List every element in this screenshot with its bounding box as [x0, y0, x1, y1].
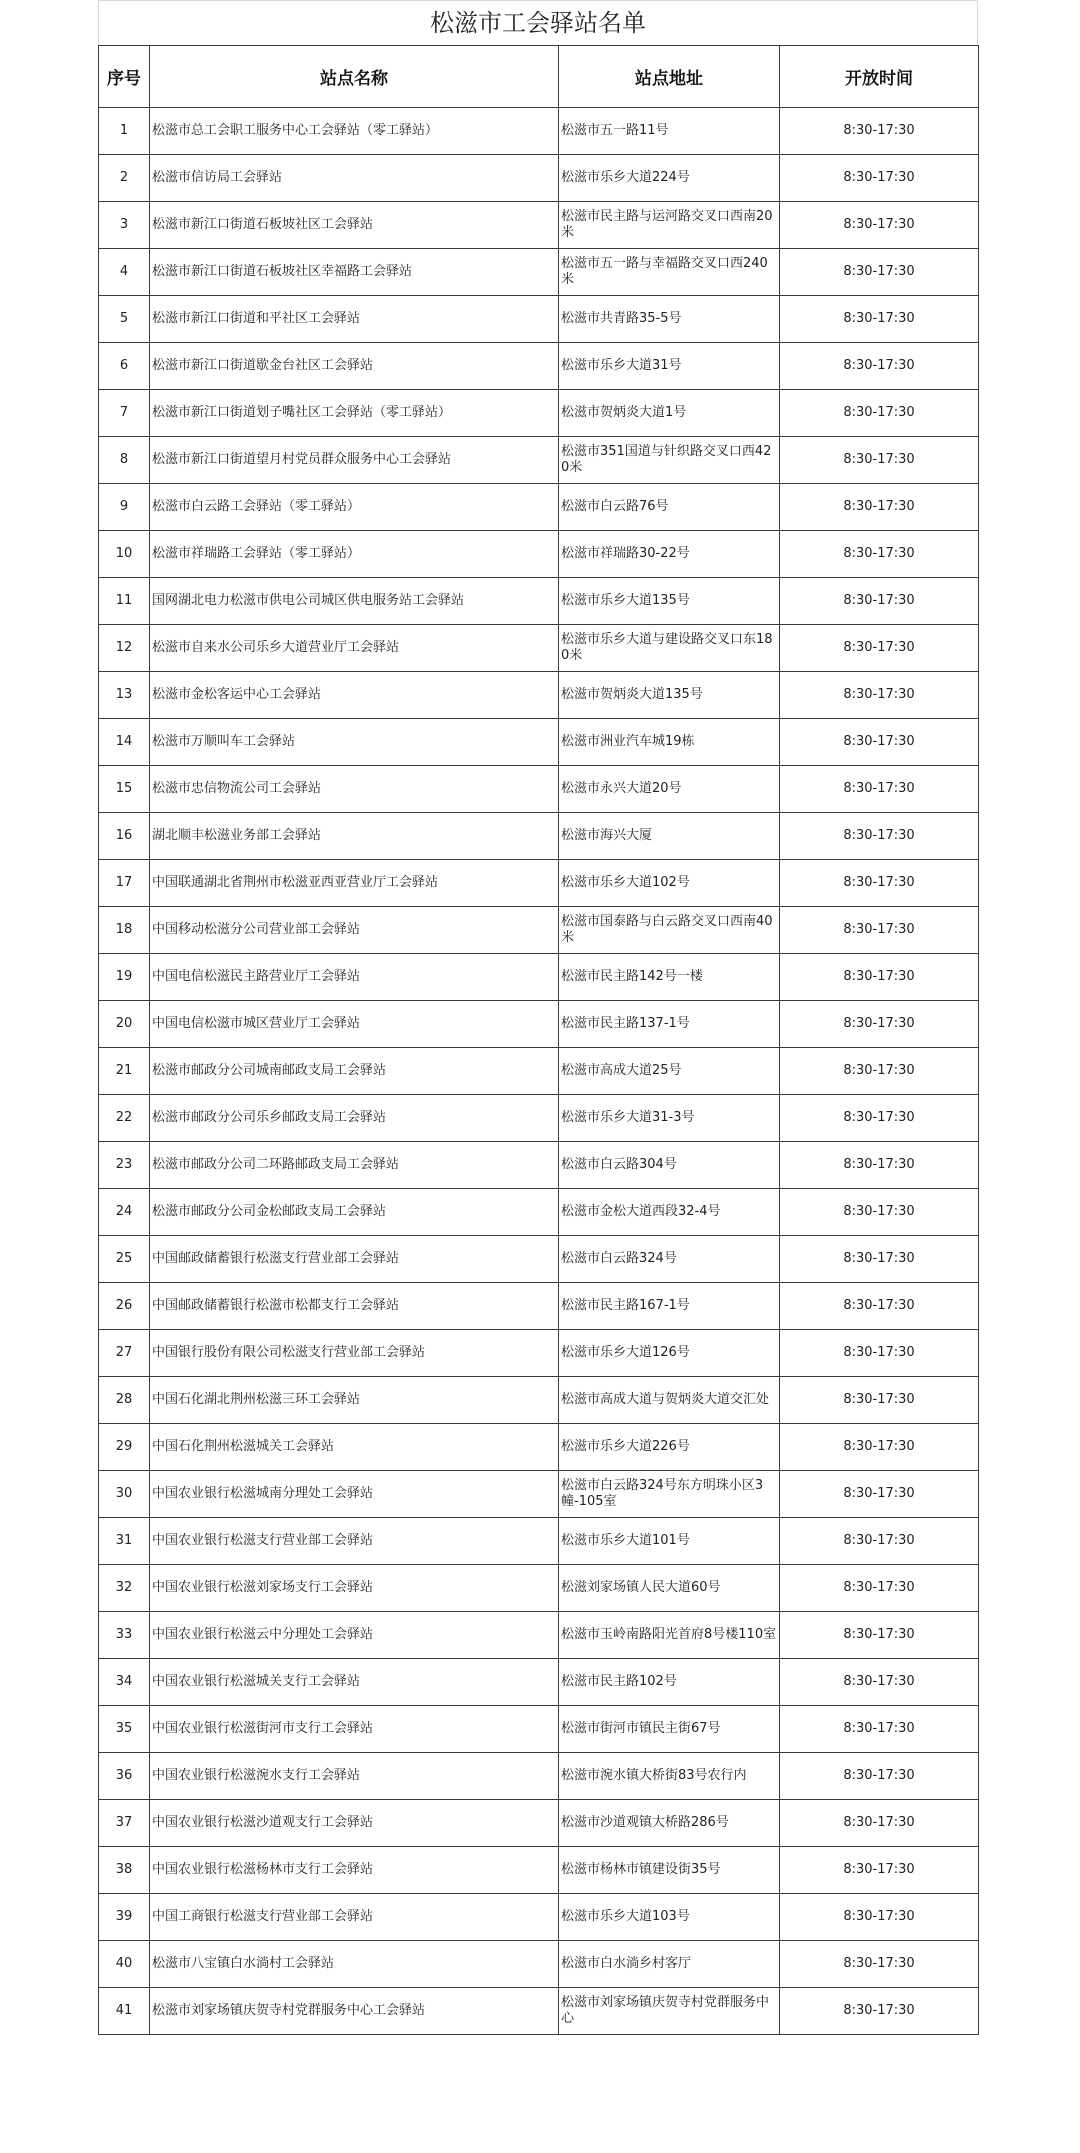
table-row	[99, 1706, 979, 1753]
cell-number: 21	[99, 1048, 150, 1095]
cell-station-address: 松滋市祥瑞路30-22号	[559, 531, 780, 578]
table-row	[99, 1189, 979, 1236]
cell-station-address: 松滋市乐乡大道126号	[559, 1330, 780, 1377]
table-row	[99, 1142, 979, 1189]
table-row	[99, 296, 979, 343]
header-station-name: 站点名称	[150, 46, 559, 108]
table-row	[99, 531, 979, 578]
cell-opening-hours: 8:30-17:30	[780, 296, 979, 343]
cell-station-name: 松滋市新江口街道石板坡社区幸福路工会驿站	[150, 249, 559, 296]
cell-opening-hours: 8:30-17:30	[780, 813, 979, 860]
cell-number: 17	[99, 860, 150, 907]
cell-number: 41	[99, 1988, 150, 2035]
cell-station-name: 松滋市邮政分公司乐乡邮政支局工会驿站	[150, 1095, 559, 1142]
cell-opening-hours: 8:30-17:30	[780, 1800, 979, 1847]
cell-number: 31	[99, 1518, 150, 1565]
cell-opening-hours: 8:30-17:30	[780, 1424, 979, 1471]
table-row	[99, 1518, 979, 1565]
cell-opening-hours: 8:30-17:30	[780, 1330, 979, 1377]
cell-station-address: 松滋市高成大道与贺炳炎大道交汇处	[559, 1377, 780, 1424]
cell-opening-hours: 8:30-17:30	[780, 1847, 979, 1894]
cell-station-address: 松滋市沙道观镇大桥路286号	[559, 1800, 780, 1847]
cell-number: 12	[99, 625, 150, 672]
cell-number: 23	[99, 1142, 150, 1189]
cell-opening-hours: 8:30-17:30	[780, 1001, 979, 1048]
cell-station-address: 松滋市洲业汽车城19栋	[559, 719, 780, 766]
cell-station-address: 松滋市民主路167-1号	[559, 1283, 780, 1330]
cell-station-address: 松滋市刘家场镇庆贺寺村党群服务中心	[559, 1988, 780, 2035]
cell-number: 14	[99, 719, 150, 766]
cell-station-name: 松滋市祥瑞路工会驿站（零工驿站）	[150, 531, 559, 578]
cell-number: 27	[99, 1330, 150, 1377]
cell-number: 6	[99, 343, 150, 390]
cell-number: 29	[99, 1424, 150, 1471]
cell-opening-hours: 8:30-17:30	[780, 108, 979, 155]
cell-station-name: 松滋市新江口街道和平社区工会驿站	[150, 296, 559, 343]
cell-station-address: 松滋市乐乡大道135号	[559, 578, 780, 625]
cell-station-name: 中国工商银行松滋支行营业部工会驿站	[150, 1894, 559, 1941]
table-row	[99, 1988, 979, 2035]
cell-station-name: 松滋市忠信物流公司工会驿站	[150, 766, 559, 813]
cell-opening-hours: 8:30-17:30	[780, 1988, 979, 2035]
cell-number: 24	[99, 1189, 150, 1236]
cell-station-address: 松滋市民主路与运河路交叉口西南20米	[559, 202, 780, 249]
cell-station-address: 松滋市乐乡大道与建设路交叉口东180米	[559, 625, 780, 672]
cell-opening-hours: 8:30-17:30	[780, 860, 979, 907]
cell-station-name: 中国电信松滋市城区营业厅工会驿站	[150, 1001, 559, 1048]
cell-station-name: 中国电信松滋民主路营业厅工会驿站	[150, 954, 559, 1001]
cell-opening-hours: 8:30-17:30	[780, 1894, 979, 1941]
table-row	[99, 1236, 979, 1283]
header-opening-hours: 开放时间	[780, 46, 979, 108]
cell-station-address: 松滋市金松大道西段32-4号	[559, 1189, 780, 1236]
cell-opening-hours: 8:30-17:30	[780, 1941, 979, 1988]
cell-station-name: 中国农业银行松滋支行营业部工会驿站	[150, 1518, 559, 1565]
cell-number: 7	[99, 390, 150, 437]
cell-opening-hours: 8:30-17:30	[780, 672, 979, 719]
table-row	[99, 1330, 979, 1377]
cell-number: 15	[99, 766, 150, 813]
cell-station-address: 松滋市海兴大厦	[559, 813, 780, 860]
cell-station-address: 松滋市五一路11号	[559, 108, 780, 155]
cell-opening-hours: 8:30-17:30	[780, 766, 979, 813]
cell-station-address: 松滋市杨林市镇建设街35号	[559, 1847, 780, 1894]
cell-station-name: 松滋市八宝镇白水淌村工会驿站	[150, 1941, 559, 1988]
cell-station-address: 松滋市乐乡大道31号	[559, 343, 780, 390]
cell-number: 16	[99, 813, 150, 860]
cell-station-name: 松滋市邮政分公司城南邮政支局工会驿站	[150, 1048, 559, 1095]
cell-station-address: 松滋市乐乡大道224号	[559, 155, 780, 202]
cell-station-name: 松滋市新江口街道石板坡社区工会驿站	[150, 202, 559, 249]
cell-station-address: 松滋市351国道与针织路交叉口西420米	[559, 437, 780, 484]
cell-opening-hours: 8:30-17:30	[780, 249, 979, 296]
cell-opening-hours: 8:30-17:30	[780, 202, 979, 249]
cell-number: 34	[99, 1659, 150, 1706]
cell-station-address: 松滋市贺炳炎大道135号	[559, 672, 780, 719]
cell-opening-hours: 8:30-17:30	[780, 907, 979, 954]
cell-station-name: 松滋市邮政分公司二环路邮政支局工会驿站	[150, 1142, 559, 1189]
cell-station-address: 松滋市白水淌乡村客厅	[559, 1941, 780, 1988]
table-row	[99, 484, 979, 531]
cell-station-address: 松滋市五一路与幸福路交叉口西240米	[559, 249, 780, 296]
cell-number: 4	[99, 249, 150, 296]
table-body	[99, 108, 979, 2035]
cell-station-name: 国网湖北电力松滋市供电公司城区供电服务站工会驿站	[150, 578, 559, 625]
cell-number: 18	[99, 907, 150, 954]
cell-station-name: 中国农业银行松滋街河市支行工会驿站	[150, 1706, 559, 1753]
cell-opening-hours: 8:30-17:30	[780, 954, 979, 1001]
cell-opening-hours: 8:30-17:30	[780, 484, 979, 531]
cell-station-name: 中国石化荆州松滋城关工会驿站	[150, 1424, 559, 1471]
table-row	[99, 813, 979, 860]
cell-opening-hours: 8:30-17:30	[780, 1142, 979, 1189]
cell-opening-hours: 8:30-17:30	[780, 1565, 979, 1612]
cell-station-address: 松滋市乐乡大道226号	[559, 1424, 780, 1471]
table-row	[99, 249, 979, 296]
table-row	[99, 625, 979, 672]
cell-number: 25	[99, 1236, 150, 1283]
table-row	[99, 1095, 979, 1142]
cell-station-name: 中国石化湖北荆州松滋三环工会驿站	[150, 1377, 559, 1424]
cell-station-address: 松滋市白云路304号	[559, 1142, 780, 1189]
table-row	[99, 155, 979, 202]
cell-station-address: 松滋市乐乡大道103号	[559, 1894, 780, 1941]
cell-station-address: 松滋市贺炳炎大道1号	[559, 390, 780, 437]
cell-station-address: 松滋市民主路137-1号	[559, 1001, 780, 1048]
table-row	[99, 202, 979, 249]
cell-opening-hours: 8:30-17:30	[780, 719, 979, 766]
cell-opening-hours: 8:30-17:30	[780, 1659, 979, 1706]
cell-station-address: 松滋市乐乡大道101号	[559, 1518, 780, 1565]
cell-station-name: 中国农业银行松滋刘家场支行工会驿站	[150, 1565, 559, 1612]
cell-station-name: 中国农业银行松滋城关支行工会驿站	[150, 1659, 559, 1706]
cell-opening-hours: 8:30-17:30	[780, 1095, 979, 1142]
cell-opening-hours: 8:30-17:30	[780, 1612, 979, 1659]
cell-station-name: 松滋市万顺叫车工会驿站	[150, 719, 559, 766]
cell-station-address: 松滋市玉岭南路阳光首府8号楼110室	[559, 1612, 780, 1659]
table-row	[99, 1800, 979, 1847]
table-row	[99, 954, 979, 1001]
cell-station-address: 松滋市共青路35-5号	[559, 296, 780, 343]
table-row	[99, 1283, 979, 1330]
cell-station-name: 松滋市自来水公司乐乡大道营业厅工会驿站	[150, 625, 559, 672]
cell-number: 22	[99, 1095, 150, 1142]
cell-number: 8	[99, 437, 150, 484]
cell-opening-hours: 8:30-17:30	[780, 437, 979, 484]
cell-station-name: 松滋市新江口街道划子嘴社区工会驿站（零工驿站）	[150, 390, 559, 437]
cell-station-address: 松滋市乐乡大道31-3号	[559, 1095, 780, 1142]
table-row	[99, 1471, 979, 1518]
cell-station-address: 松滋市民主路142号一楼	[559, 954, 780, 1001]
cell-station-name: 中国农业银行松滋杨林市支行工会驿站	[150, 1847, 559, 1894]
cell-opening-hours: 8:30-17:30	[780, 1471, 979, 1518]
cell-station-name: 中国农业银行松滋沙道观支行工会驿站	[150, 1800, 559, 1847]
cell-number: 9	[99, 484, 150, 531]
cell-station-address: 松滋市白云路324号	[559, 1236, 780, 1283]
cell-station-name: 中国农业银行松滋涴水支行工会驿站	[150, 1753, 559, 1800]
cell-station-name: 中国农业银行松滋云中分理处工会驿站	[150, 1612, 559, 1659]
cell-opening-hours: 8:30-17:30	[780, 1518, 979, 1565]
cell-station-name: 松滋市白云路工会驿站（零工驿站）	[150, 484, 559, 531]
cell-station-name: 松滋市刘家场镇庆贺寺村党群服务中心工会驿站	[150, 1988, 559, 2035]
station-list-sheet	[98, 0, 978, 2035]
table-header-row	[99, 46, 979, 108]
cell-station-name: 中国邮政储蓄银行松滋支行营业部工会驿站	[150, 1236, 559, 1283]
table-row	[99, 1659, 979, 1706]
cell-station-name: 中国邮政储蓄银行松滋市松都支行工会驿站	[150, 1283, 559, 1330]
cell-opening-hours: 8:30-17:30	[780, 578, 979, 625]
cell-number: 10	[99, 531, 150, 578]
cell-number: 35	[99, 1706, 150, 1753]
cell-station-name: 松滋市新江口街道歇金台社区工会驿站	[150, 343, 559, 390]
table-row	[99, 1377, 979, 1424]
cell-station-name: 松滋市金松客运中心工会驿站	[150, 672, 559, 719]
cell-number: 36	[99, 1753, 150, 1800]
cell-number: 32	[99, 1565, 150, 1612]
table-row	[99, 1001, 979, 1048]
table-row	[99, 860, 979, 907]
table-row	[99, 1941, 979, 1988]
cell-number: 40	[99, 1941, 150, 1988]
cell-station-name: 中国联通湖北省荆州市松滋亚西亚营业厅工会驿站	[150, 860, 559, 907]
cell-opening-hours: 8:30-17:30	[780, 1283, 979, 1330]
cell-station-address: 松滋市白云路324号东方明珠小区3幢-105室	[559, 1471, 780, 1518]
table-row	[99, 1753, 979, 1800]
table-row	[99, 437, 979, 484]
cell-number: 38	[99, 1847, 150, 1894]
cell-number: 26	[99, 1283, 150, 1330]
table-row	[99, 390, 979, 437]
table-row	[99, 108, 979, 155]
cell-opening-hours: 8:30-17:30	[780, 343, 979, 390]
table-row	[99, 766, 979, 813]
cell-number: 20	[99, 1001, 150, 1048]
station-table	[98, 45, 979, 2035]
cell-station-address: 松滋市涴水镇大桥街83号农行内	[559, 1753, 780, 1800]
table-row	[99, 578, 979, 625]
table-row	[99, 907, 979, 954]
cell-number: 37	[99, 1800, 150, 1847]
cell-number: 1	[99, 108, 150, 155]
cell-number: 30	[99, 1471, 150, 1518]
table-row	[99, 1565, 979, 1612]
cell-opening-hours: 8:30-17:30	[780, 625, 979, 672]
header-station-address: 站点地址	[559, 46, 780, 108]
cell-opening-hours: 8:30-17:30	[780, 1706, 979, 1753]
cell-number: 33	[99, 1612, 150, 1659]
table-row	[99, 672, 979, 719]
table-row	[99, 343, 979, 390]
cell-opening-hours: 8:30-17:30	[780, 390, 979, 437]
cell-number: 13	[99, 672, 150, 719]
cell-opening-hours: 8:30-17:30	[780, 1048, 979, 1095]
cell-station-name: 中国银行股份有限公司松滋支行营业部工会驿站	[150, 1330, 559, 1377]
cell-number: 39	[99, 1894, 150, 1941]
cell-station-address: 松滋市白云路76号	[559, 484, 780, 531]
cell-number: 11	[99, 578, 150, 625]
cell-opening-hours: 8:30-17:30	[780, 1753, 979, 1800]
cell-number: 2	[99, 155, 150, 202]
cell-opening-hours: 8:30-17:30	[780, 531, 979, 578]
cell-station-address: 松滋市街河市镇民主街67号	[559, 1706, 780, 1753]
table-row	[99, 1424, 979, 1471]
cell-station-address: 松滋市国泰路与白云路交叉口西南40米	[559, 907, 780, 954]
cell-number: 5	[99, 296, 150, 343]
cell-opening-hours: 8:30-17:30	[780, 1189, 979, 1236]
cell-station-address: 松滋市高成大道25号	[559, 1048, 780, 1095]
table-row	[99, 1847, 979, 1894]
cell-number: 19	[99, 954, 150, 1001]
cell-opening-hours: 8:30-17:30	[780, 155, 979, 202]
cell-station-name: 松滋市总工会职工服务中心工会驿站（零工驿站）	[150, 108, 559, 155]
cell-station-name: 松滋市信访局工会驿站	[150, 155, 559, 202]
cell-opening-hours: 8:30-17:30	[780, 1236, 979, 1283]
table-row	[99, 719, 979, 766]
table-row	[99, 1048, 979, 1095]
cell-station-name: 中国移动松滋分公司营业部工会驿站	[150, 907, 559, 954]
cell-station-address: 松滋市永兴大道20号	[559, 766, 780, 813]
cell-station-address: 松滋市乐乡大道102号	[559, 860, 780, 907]
cell-number: 28	[99, 1377, 150, 1424]
table-row	[99, 1894, 979, 1941]
page-title: 松滋市工会驿站名单	[98, 0, 978, 45]
table-row	[99, 1612, 979, 1659]
cell-station-name: 松滋市邮政分公司金松邮政支局工会驿站	[150, 1189, 559, 1236]
cell-station-name: 中国农业银行松滋城南分理处工会驿站	[150, 1471, 559, 1518]
cell-station-address: 松滋市民主路102号	[559, 1659, 780, 1706]
cell-opening-hours: 8:30-17:30	[780, 1377, 979, 1424]
cell-station-name: 湖北顺丰松滋业务部工会驿站	[150, 813, 559, 860]
cell-number: 3	[99, 202, 150, 249]
header-number: 序号	[99, 46, 150, 108]
cell-station-address: 松滋刘家场镇人民大道60号	[559, 1565, 780, 1612]
cell-station-name: 松滋市新江口街道望月村党员群众服务中心工会驿站	[150, 437, 559, 484]
